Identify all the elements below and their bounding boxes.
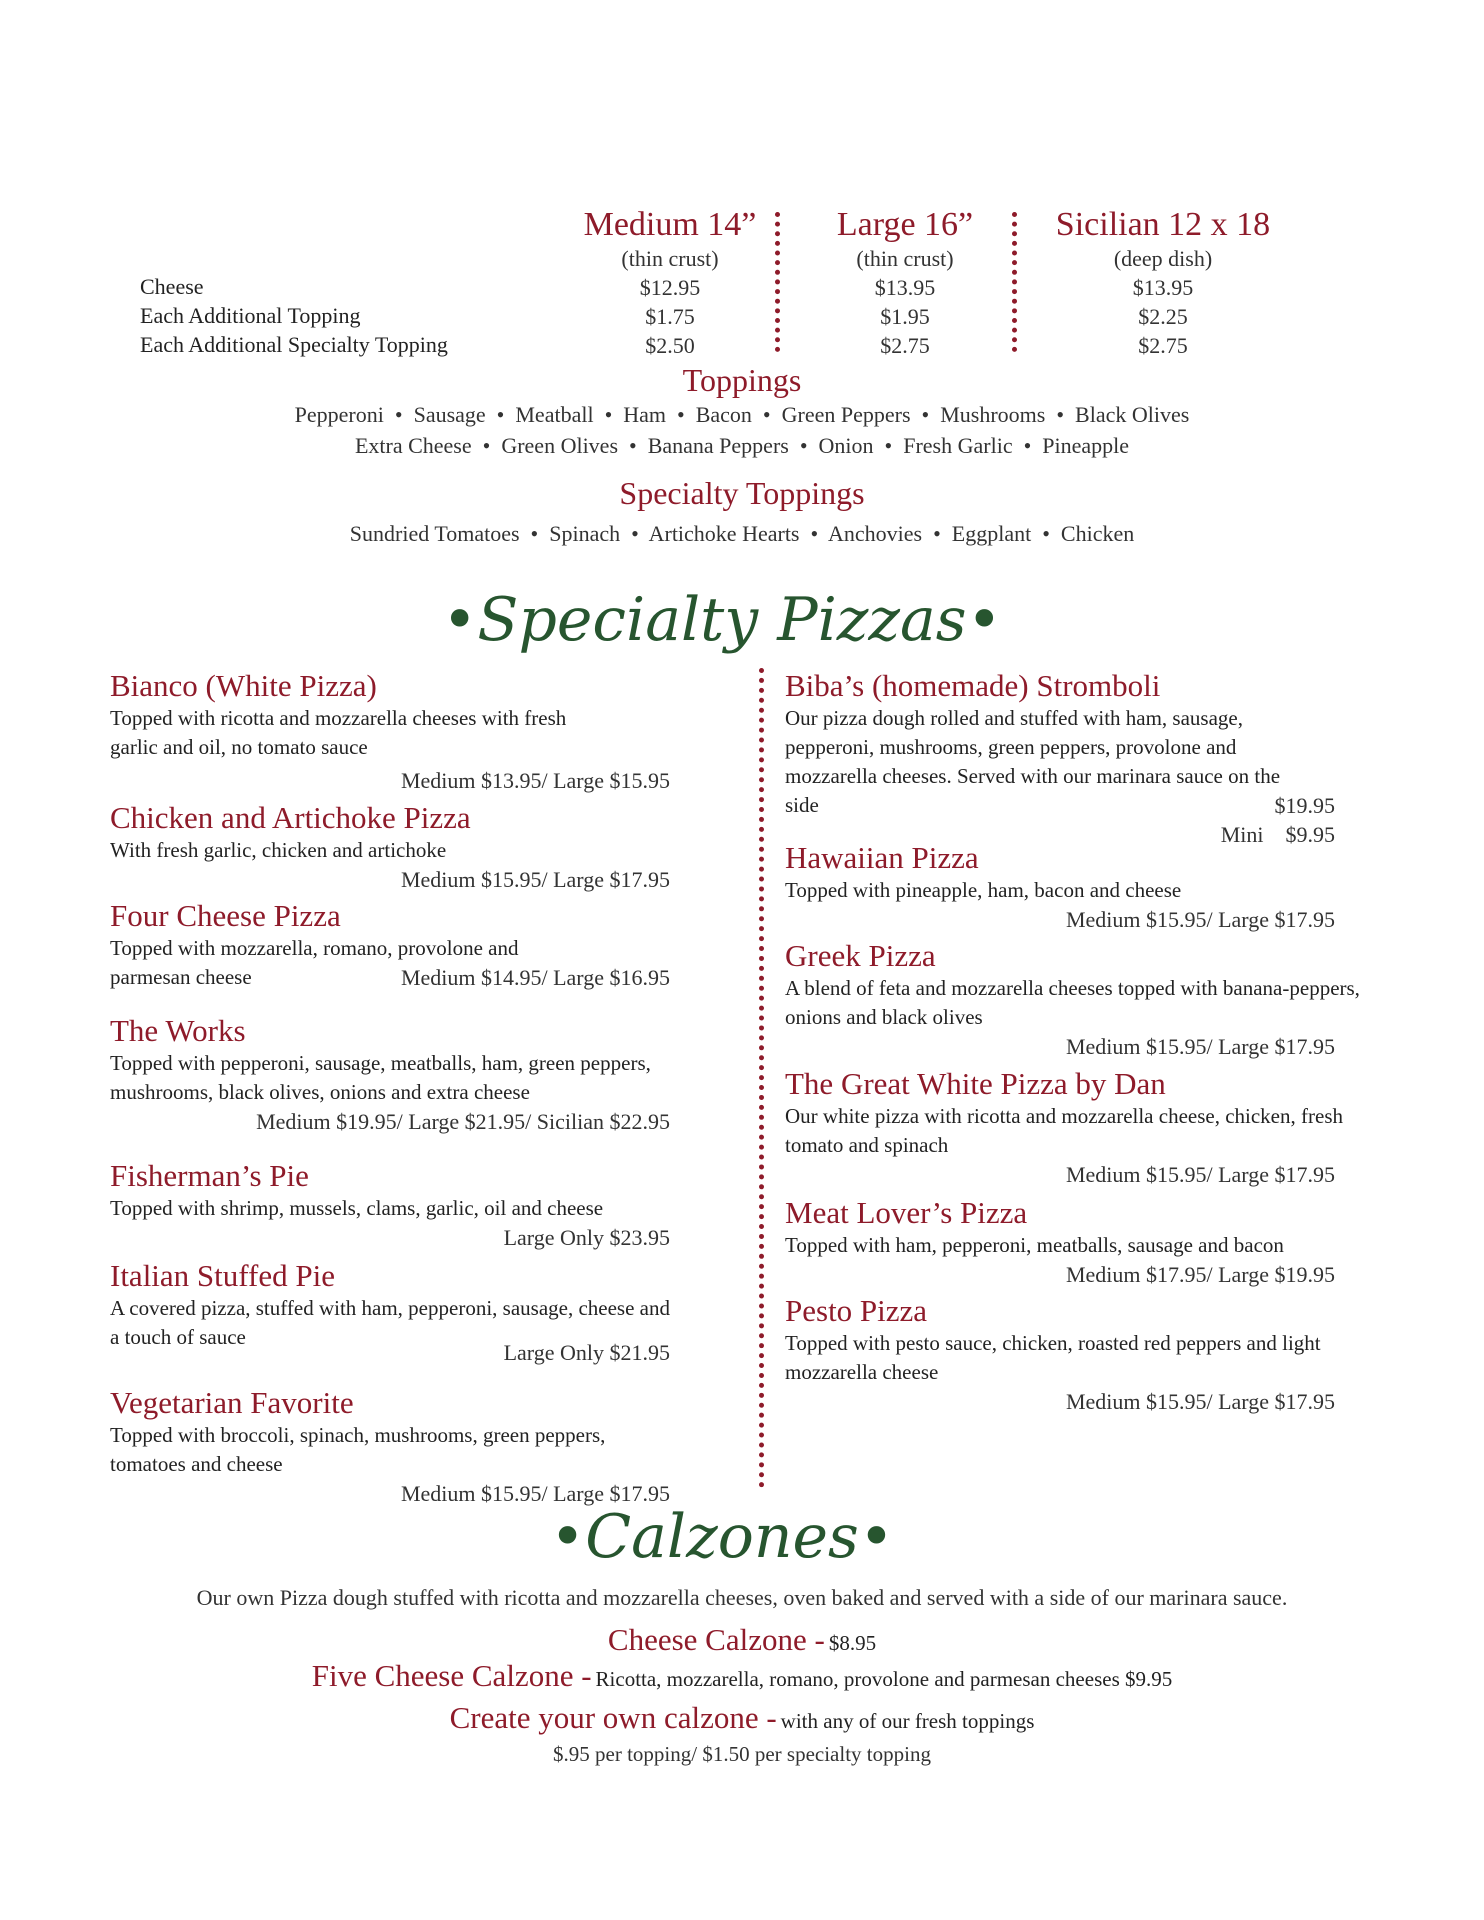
menu-item: [110, 898, 670, 992]
column-divider: [1012, 212, 1017, 352]
menu-item: [785, 1195, 1365, 1289]
item-price: Medium $15.95/ Large $17.95: [400, 1481, 670, 1506]
calzone-detail: Ricotta, mozzarella, romano, provolone and parmesan cheeses $9.95: [595, 1667, 1173, 1691]
column-divider: [775, 212, 780, 352]
item-price: Medium $14.95/ Large $16.95: [400, 965, 670, 990]
item-price: Medium $19.95/ Large $21.95/ Sicilian $22.95: [256, 1109, 670, 1134]
item-price: Medium $17.95/ Large $19.95: [1065, 1262, 1335, 1287]
price-specialty-topping: $2.50: [645, 333, 695, 358]
size-column-sicilian: [1033, 205, 1293, 360]
mini-price: $9.95: [1285, 822, 1335, 847]
price-cheese: $13.95: [874, 275, 936, 300]
item-name: Chicken and Artichoke Pizza: [110, 800, 471, 835]
item-price: Medium $15.95/ Large $17.95: [1065, 907, 1335, 932]
toppings-section: [0, 362, 1484, 461]
item-description: A covered pizza, stuffed with ham, pepperoni, sausage, cheese and a touch of sauce: [110, 1296, 670, 1349]
item-name: Four Cheese Pizza: [110, 898, 341, 933]
item-name: Vegetarian Favorite: [110, 1385, 354, 1420]
item-price: Medium $15.95/ Large $17.95: [1065, 1034, 1335, 1059]
price-topping: $1.75: [645, 304, 695, 329]
toppings-title: Toppings: [682, 362, 802, 398]
item-description: Topped with pepperoni, sausage, meatballs, ham, green peppers, mushrooms, black olives, onions and extra cheese: [110, 1051, 651, 1104]
size-subtitle: (deep dish): [1113, 246, 1213, 271]
item-description: Our pizza dough rolled and stuffed with ham, sausage, pepperoni, mushrooms, green peppers, provolone and mozzarella cheeses. Served with our marinara sauce on the side: [785, 706, 1281, 817]
item-description: parmesan cheese: [110, 965, 252, 989]
menu-item: [785, 938, 1365, 1061]
item-name: Italian Stuffed Pie: [110, 1258, 335, 1293]
item-name: Hawaiian Pizza: [785, 840, 979, 875]
item-description: Topped with pesto sauce, chicken, roasted red peppers and light mozzarella cheese: [785, 1331, 1321, 1384]
calzone-cheese: [0, 1622, 1484, 1658]
specialty-toppings-section: [0, 475, 1484, 549]
item-price: Large Only $21.95: [503, 1340, 670, 1365]
price-specialty-topping: $2.75: [880, 333, 930, 358]
specialty-pizzas-title: •Specialty Pizzas•: [442, 585, 1002, 655]
price-cheese: $12.95: [639, 275, 701, 300]
toppings-line: Pepperoni • Sausage • Meatball • Ham • Bacon • Green Peppers • Mushrooms • Black Olives: [294, 402, 1190, 427]
size-column-large: [790, 205, 1020, 360]
toppings-line: Extra Cheese • Green Olives • Banana Peppers • Onion • Fresh Garlic • Pineapple: [354, 433, 1130, 458]
calzones-intro: Our own Pizza dough stuffed with ricotta and mozzarella cheeses, oven baked and served with a side of our marinara sauce.: [196, 1585, 1288, 1610]
item-description: Topped with shrimp, mussels, clams, garlic, oil and cheese: [110, 1196, 604, 1220]
size-title: Sicilian 12 x 18: [1055, 206, 1271, 243]
item-description: Topped with ricotta and mozzarella cheeses with fresh garlic and oil, no tomato sauce: [110, 706, 567, 759]
menu-item: [785, 1066, 1365, 1189]
calzones-title: •Calzones•: [549, 1502, 895, 1572]
menu-item: [785, 840, 1365, 934]
menu-item: [785, 1293, 1365, 1416]
specialty-toppings-line: Sundried Tomatoes • Spinach • Artichoke Hearts • Anchovies • Eggplant • Chicken: [349, 521, 1135, 546]
menu-item: [110, 668, 670, 795]
row-label: Each Additional Specialty Topping: [140, 332, 448, 357]
item-description: Topped with mozzarella, romano, provolone and: [110, 936, 519, 960]
size-subtitle: (thin crust): [856, 246, 954, 271]
price-cheese: $13.95: [1132, 275, 1194, 300]
price-topping: $2.25: [1138, 304, 1188, 329]
calzone-price: $8.95: [828, 1631, 877, 1655]
item-price: Large Only $23.95: [503, 1225, 670, 1250]
price-row-labels: [140, 272, 448, 359]
calzone-topping-price: $.95 per topping/ $1.50 per specialty topping: [553, 1742, 931, 1766]
item-name: The Works: [110, 1013, 246, 1048]
item-description: With fresh garlic, chicken and artichoke: [110, 838, 447, 862]
calzone-detail: with any of our fresh toppings: [780, 1709, 1035, 1733]
size-column-medium: [555, 205, 785, 360]
item-description: A blend of feta and mozzarella cheeses topped with banana-peppers, onions and black olives: [785, 976, 1360, 1029]
calzone-create-own: [0, 1700, 1484, 1736]
item-name: Fisherman’s Pie: [110, 1158, 309, 1193]
menu-item: [785, 668, 1365, 849]
menu-item: [110, 800, 670, 894]
menu-item: [110, 1258, 670, 1367]
calzone-name: Five Cheese Calzone -: [311, 1658, 592, 1693]
size-subtitle: (thin crust): [621, 246, 719, 271]
menu-item: [110, 1013, 670, 1136]
calzone-name: Create your own calzone -: [449, 1700, 777, 1735]
size-title: Medium 14”: [583, 206, 757, 243]
center-divider: [759, 668, 764, 1488]
item-description: Our white pizza with ricotta and mozzarella cheese, chicken, fresh tomato and spinach: [785, 1104, 1343, 1157]
item-name: Biba’s (homemade) Stromboli: [785, 668, 1161, 703]
menu-item: [110, 1158, 670, 1252]
row-label: Each Additional Topping: [140, 303, 361, 328]
item-name: Meat Lover’s Pizza: [785, 1195, 1028, 1230]
size-title: Large 16”: [836, 206, 974, 243]
price-specialty-topping: $2.75: [1138, 333, 1188, 358]
item-description: Topped with broccoli, spinach, mushrooms, green peppers, tomatoes and cheese: [110, 1423, 606, 1476]
item-name: Greek Pizza: [785, 938, 936, 973]
item-price: Medium $15.95/ Large $17.95: [1065, 1162, 1335, 1187]
item-name: The Great White Pizza by Dan: [785, 1066, 1166, 1101]
item-name: Bianco (White Pizza): [110, 668, 377, 703]
item-price: Medium $15.95/ Large $17.95: [400, 867, 670, 892]
item-price: $19.95: [1274, 793, 1335, 818]
item-description: Topped with ham, pepperoni, meatballs, sausage and bacon: [785, 1233, 1284, 1257]
mini-label: Mini: [1220, 822, 1264, 847]
item-name: Pesto Pizza: [785, 1293, 928, 1328]
calzone-five-cheese: [0, 1658, 1484, 1694]
item-description: Topped with pineapple, ham, bacon and cheese: [785, 878, 1182, 902]
item-price: Medium $13.95/ Large $15.95: [400, 768, 670, 793]
specialty-toppings-title: Specialty Toppings: [619, 475, 865, 511]
item-price: Medium $15.95/ Large $17.95: [1065, 1389, 1335, 1414]
menu-item: [110, 1385, 670, 1508]
price-topping: $1.95: [880, 304, 930, 329]
calzone-name: Cheese Calzone -: [607, 1622, 825, 1657]
row-label: Cheese: [140, 274, 204, 299]
